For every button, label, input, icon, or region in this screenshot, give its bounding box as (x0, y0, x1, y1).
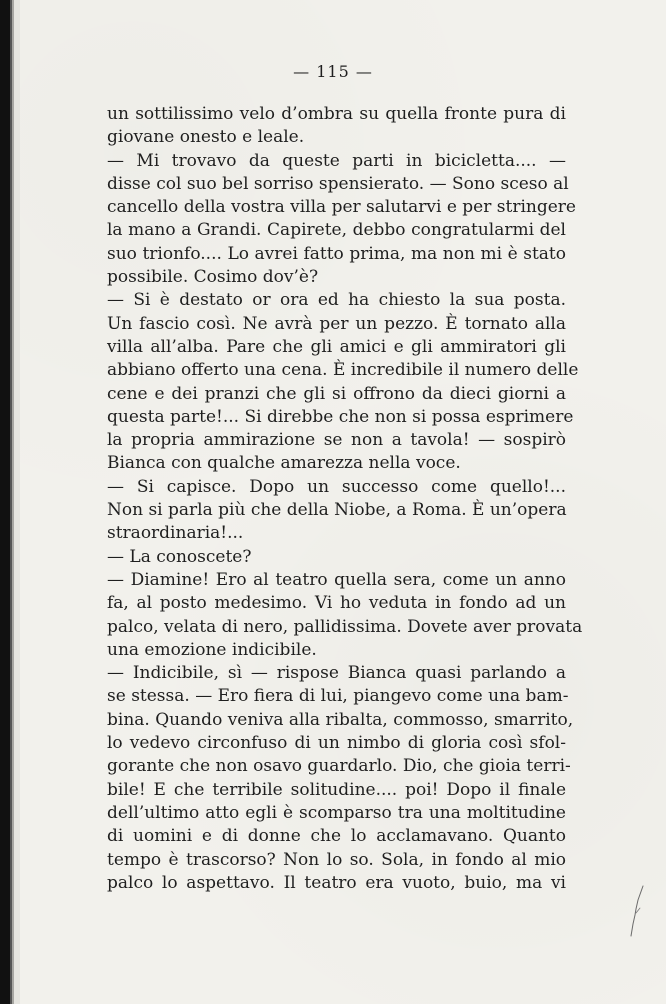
text-line: gorante che non osavo guardarlo. Dio, che gioia terri- (107, 756, 571, 777)
text-line: questa parte!... Si direbbe che non si possa esprimere (107, 406, 574, 427)
text-line: un sottilissimo velo d’ombra su quella fronte pura di (107, 104, 566, 124)
text-line: una emozione indicibile. (107, 639, 317, 660)
text-line: bile! E che terribile solitudine.... poi! Dopo il finale (107, 779, 566, 800)
page-binding-edge (0, 0, 20, 1004)
text-line: bina. Quando veniva alla ribalta, commosso, smarrito, (107, 709, 574, 730)
text-line: villa all’alba. Pare che gli amici e gli ammiratori gli (107, 336, 566, 357)
text-line: cene e dei pranzi che gli si offrono da dieci giorni a (107, 383, 566, 404)
text-line: fa, al posto medesimo. Vi ho veduta in fondo ad un (107, 593, 566, 614)
text-line: possibile. Cosimo dov’è? (107, 267, 319, 288)
text-line: — Diamine! Ero al teatro quella sera, come un anno (107, 569, 566, 590)
text-line: disse col suo bel sorriso spensierato. — Sono sceso al (107, 173, 569, 194)
page-number: — 115 — (293, 62, 373, 81)
text-line: palco, velata di nero, pallidissima. Dovete aver provata (107, 616, 583, 637)
text-line: — Mi trovavo da queste parti in bicicletta.... — (107, 150, 566, 171)
text-line: la mano a Grandi. Capirete, debbo congratularmi del (107, 220, 566, 241)
ink-mark-icon (628, 884, 648, 938)
text-line: — La conoscete? (107, 546, 252, 567)
text-line: Bianca con qualche amarezza nella voce. (107, 453, 461, 474)
text-line: — Si capisce. Dopo un successo come quello!... (107, 476, 566, 497)
page-text (107, 103, 583, 895)
text-line: Un fascio così. Ne avrà per un pezzo. È tornato alla (107, 313, 566, 334)
text-line: cancello della vostra villa per salutarvi e per stringere (107, 197, 576, 218)
text-line: — Indicibile, sì — rispose Bianca quasi parlando a (107, 663, 566, 684)
text-line: Non si parla più che della Niobe, a Roma. È un’opera (107, 500, 567, 521)
text-line: straordinaria!... (107, 523, 244, 544)
text-line: tempo è trascorso? Non lo so. Sola, in fondo al mio (107, 849, 566, 870)
text-line: dell’ultimo atto egli è scomparso tra una moltitudine (107, 802, 566, 823)
text-line: abbiano offerto una cena. È incredibile il numero delle (107, 360, 579, 381)
text-line: di uomini e di donne che lo acclamavano. Quanto (107, 826, 566, 847)
text-line: se stessa. — Ero fiera di lui, piangevo come una bam- (107, 686, 569, 707)
text-line: — Si è destato or ora ed ha chiesto la sua posta. (107, 290, 566, 311)
text-line: la propria ammirazione se non a tavola! — sospirò (107, 430, 566, 451)
text-line: suo trionfo.... Lo avrei fatto prima, ma non mi è stato (107, 243, 566, 264)
text-line: palco lo aspettavo. Il teatro era vuoto, buio, ma vi (107, 872, 566, 893)
text-line: giovane onesto e leale. (107, 127, 305, 148)
text-line: lo vedevo circonfuso di un nimbo di gloria così sfol- (107, 733, 566, 754)
